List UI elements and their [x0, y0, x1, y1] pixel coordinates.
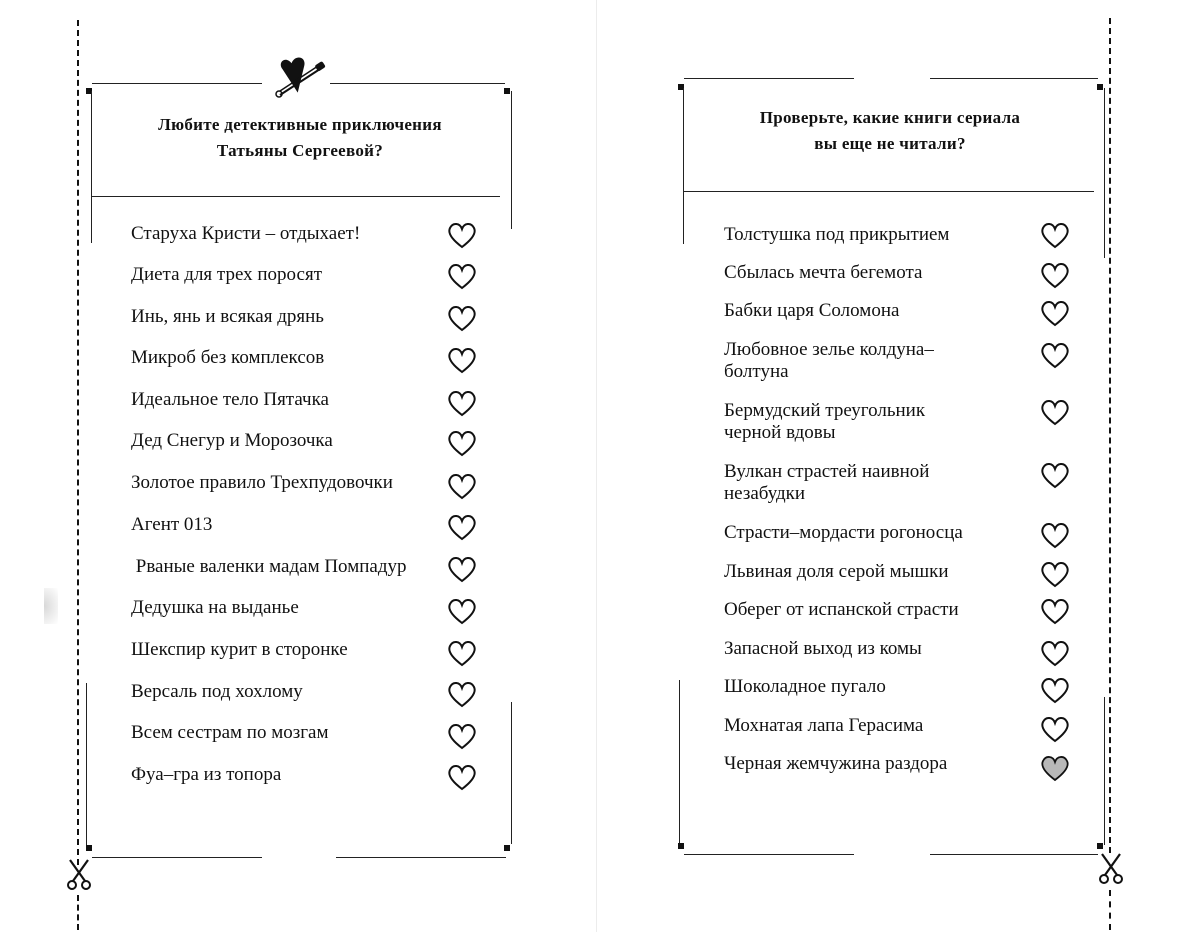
heart-outline-icon[interactable] [447, 390, 477, 417]
heart-outline-icon[interactable] [447, 473, 477, 500]
right-frame-corner-br [1097, 843, 1103, 849]
heart-outline-icon[interactable] [1040, 598, 1070, 625]
left-frame-right-bottom [511, 702, 512, 844]
heart-outline-icon[interactable] [1040, 262, 1070, 289]
left-heading-divider [92, 196, 500, 197]
left-frame-bottom-right [336, 857, 506, 858]
right-frame-left-bottom [679, 680, 680, 845]
heart-outline-icon[interactable] [1040, 640, 1070, 667]
left-frame-left-top [91, 91, 92, 243]
book-title: Черная жемчужина раздора [724, 753, 948, 774]
right-frame-corner-bl [678, 843, 684, 849]
right-frame-top-right [930, 78, 1098, 79]
left-frame-top-right [330, 83, 505, 84]
heart-outline-icon[interactable] [1040, 222, 1070, 249]
heart-outline-icon[interactable] [447, 723, 477, 750]
heart-outline-icon[interactable] [1040, 399, 1070, 426]
book-title: Инь, янь и всякая дрянь [131, 306, 324, 327]
book-title: Страсти–мордасти рогоносца [724, 522, 963, 543]
book-title: Запасной выход из комы [724, 638, 922, 659]
book-title: Шоколадное пугало [724, 676, 886, 697]
book-title: Бермудский треугольник черной вдовы [724, 400, 926, 443]
book-title: Любовное зелье колдуна–болтуна [724, 339, 934, 382]
left-frame-top-left [92, 83, 262, 84]
right-frame-right-top [1104, 88, 1105, 258]
heart-outline-icon[interactable] [447, 263, 477, 290]
right-frame-bottom-right [930, 854, 1098, 855]
book-title: Бабки царя Соломона [724, 300, 900, 321]
right-frame-top-left [684, 78, 854, 79]
book-title: Шекспир курит в сторонке [131, 639, 348, 660]
heart-safety-pin-icon [272, 55, 330, 106]
book-title: Диета для трех поросят [131, 264, 323, 285]
heart-outline-icon[interactable] [447, 347, 477, 374]
scissors-icon [1098, 852, 1124, 891]
right-heading-line2: вы еще не читали? [814, 134, 966, 153]
book-title: Микроб без комплексов [131, 347, 325, 368]
book-title: Вулкан страстей наивной незабудки [724, 461, 930, 504]
book-title: Рваные валенки мадам Помпадур [131, 556, 407, 577]
right-frame-corner-tr [1097, 84, 1103, 90]
left-heading-line2: Татьяны Сергеевой? [216, 141, 384, 160]
right-heading [710, 105, 1070, 157]
book-title: Агент 013 [131, 514, 213, 535]
book-title: Фуа–гра из топора [131, 764, 282, 785]
left-frame-left-bottom [86, 683, 87, 845]
heart-outline-icon[interactable] [447, 222, 477, 249]
heart-outline-icon[interactable] [1040, 300, 1070, 327]
heart-outline-icon[interactable] [1040, 716, 1070, 743]
heart-outline-icon[interactable] [447, 305, 477, 332]
heart-outline-icon[interactable] [1040, 561, 1070, 588]
left-heading [120, 112, 480, 164]
heart-outline-icon[interactable] [1040, 677, 1070, 704]
left-frame-corner-tr [504, 88, 510, 94]
right-frame-right-bottom [1104, 697, 1105, 845]
heart-outline-icon[interactable] [447, 430, 477, 457]
left-cut-line-bottom [77, 895, 79, 930]
heart-outline-icon[interactable] [447, 640, 477, 667]
right-heading-line1: Проверьте, какие книги сериала [759, 108, 1021, 127]
left-cut-line [77, 20, 79, 865]
left-frame-corner-bl [86, 845, 92, 851]
heart-outline-icon[interactable] [447, 598, 477, 625]
page-gutter [596, 0, 597, 932]
right-frame-left-top [683, 88, 684, 244]
right-cut-line-bottom [1109, 890, 1111, 930]
book-title: Дед Снегур и Морозочка [131, 430, 333, 451]
heart-outline-icon[interactable] [1040, 342, 1070, 369]
book-title: Толстушка под прикрытием [724, 224, 950, 245]
book-title: Львиная доля серой мышки [724, 561, 949, 582]
book-title: Идеальное тело Пятачка [131, 389, 329, 410]
book-title: Старуха Кристи – отдыхает! [131, 223, 361, 244]
left-frame-right-top [511, 91, 512, 229]
heart-outline-icon[interactable] [1040, 522, 1070, 549]
book-title: Оберег от испанской страсти [724, 599, 959, 620]
scissors-icon [66, 858, 92, 897]
heart-outline-icon[interactable] [447, 764, 477, 791]
book-title: Дедушка на выданье [131, 597, 299, 618]
book-title: Всем сестрам по мозгам [131, 722, 329, 743]
heart-outline-icon[interactable] [447, 556, 477, 583]
book-title: Сбылась мечта бегемота [724, 262, 923, 283]
heart-outline-icon[interactable] [1040, 462, 1070, 489]
book-title: Золотое правило Трехпудовочки [131, 472, 393, 493]
right-frame-bottom-left [684, 854, 854, 855]
scan-smudge [44, 588, 58, 624]
right-cut-line [1109, 18, 1111, 853]
left-frame-bottom-left [92, 857, 262, 858]
right-heading-divider [684, 191, 1094, 192]
heart-outline-icon[interactable] [447, 514, 477, 541]
book-title: Мохнатая лапа Герасима [724, 715, 924, 736]
left-heading-line1: Любите детективные приключения [158, 115, 442, 134]
left-frame-corner-br [504, 845, 510, 851]
heart-filled-icon[interactable] [1040, 755, 1070, 782]
book-title: Версаль под хохлому [131, 681, 303, 702]
heart-outline-icon[interactable] [447, 681, 477, 708]
